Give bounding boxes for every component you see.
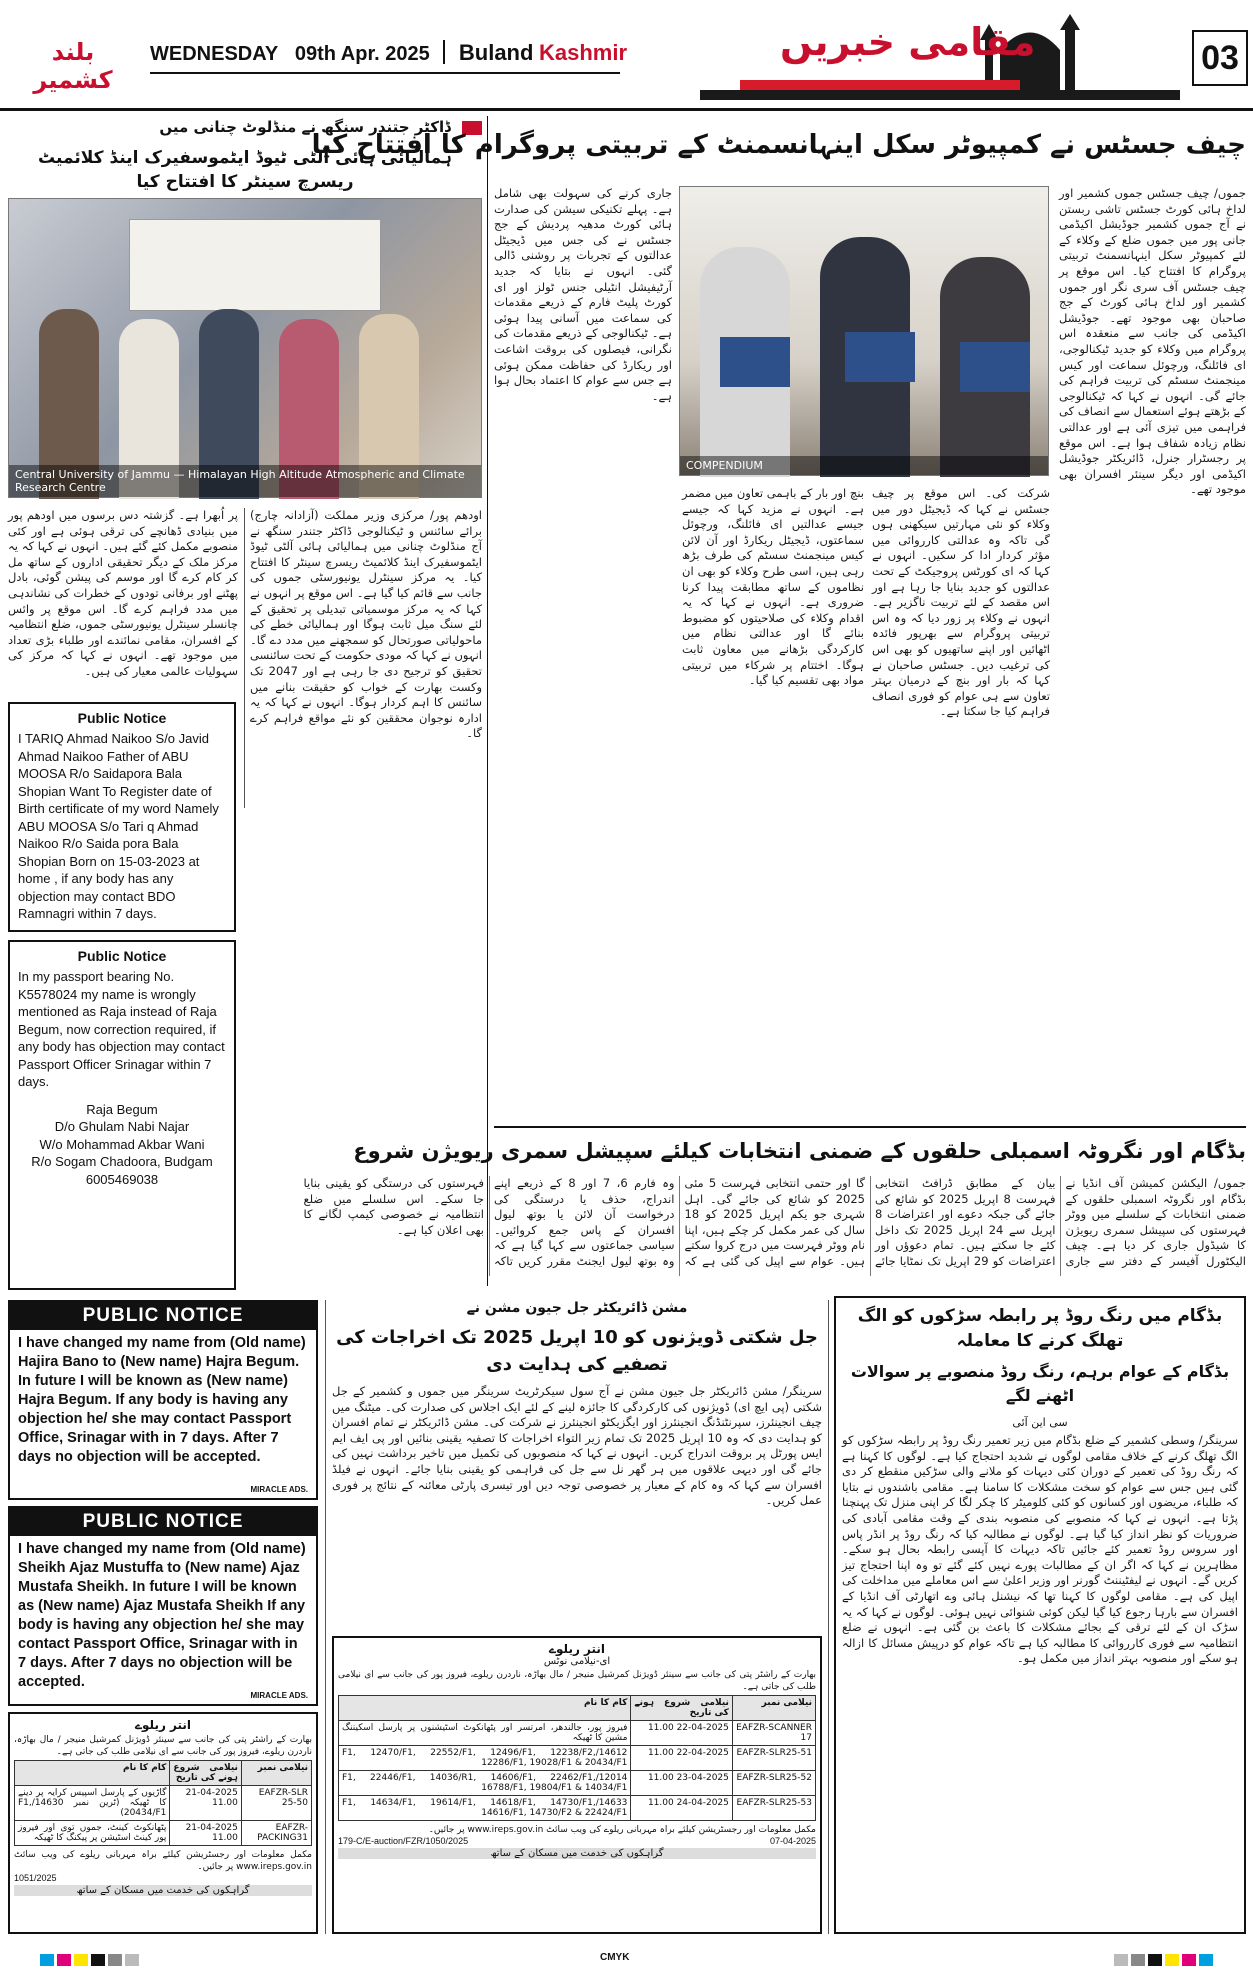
page-number-text: 03 <box>1201 39 1239 77</box>
notice-passport-signature: Raja Begum D/o Ghulam Nabi Najar W/o Mohammad Akbar Wani R/o Sogam Chadoora, Budgam 6005469038 <box>31 1101 213 1187</box>
side-story-tag-text: ڈاکٹر جتندر سنگھ نے منڈلوٹ چنانی میں <box>159 118 451 136</box>
ring-road-subhead: بڈگام کے عوام برہم، رنگ روڈ منصوبے پر سوالات اٹھنے لگے <box>850 1362 1230 1405</box>
public-notice-1-agency: MIRACLE ADS. <box>250 1485 308 1494</box>
notice-birth-body: I TARIQ Ahmad Naikoo S/o Javid Ahmad Naikoo Father of ABU MOOSA R/o Saidapora Bala Shopian Want To Register date of Birth certificate of my word Namely ABU MOOSA S/o Tari q Ahmad Naikoo R/o Saida pora Bala Shopian Born on 15-03-2023 at home , if any body has any objection may contact BDO Ramnagri within 7 days. <box>18 731 219 921</box>
table-header: نیلامی شروع ہونے کی تاریخ <box>170 1761 241 1786</box>
election-story <box>303 1132 1246 1282</box>
brand-logo-text: بلند کشمیر <box>33 38 113 94</box>
table-header: کام کا نام <box>15 1761 170 1786</box>
railway-center-subheading: ای-نیلامی نوٹس <box>543 1656 611 1667</box>
notice-birth-title: Public Notice <box>77 710 167 726</box>
table-header: نیلامی شروع ہونے کی تاریخ <box>631 1696 732 1721</box>
side-story-headline: ہمالیائی ہائی آلٹی ٹیوڈ ایٹموسفیرک اینڈ کلائمیٹ ریسرچ سینٹر کا افتتاح کیا <box>38 148 452 192</box>
ring-road-headline: بڈگام میں رنگ روڈ پر رابطہ سڑکوں کو الگ تھلگ کرنے کا معاملہ <box>857 1306 1223 1351</box>
side-story-photo-caption: Central University of Jammu — Himalayan High Altitude Atmospheric and Climate Research Centre <box>9 465 481 497</box>
table-row <box>339 1796 816 1821</box>
table-cell: 12014/F1, 22446/F1, 14036/R1, 14606/F1, 22462/F1, 16788/F1, 19804/F1 & 14034/F1 <box>339 1771 631 1796</box>
ring-road-text: سرینگر/ وسطی کشمیر کے ضلع بڈگام میں زیر تعمیر رنگ روڈ پر رابطہ سڑکوں کو الگ تھلگ کرنے کے خلاف مقامی لوگوں نے شدید احتجاج کیا ہے۔ لوگوں کا کہنا ہے کہ رنگ روڈ کی تعمیر کے دوران کئی دیہات کو ملانے والی سڑکیں منقطع کر دی گئی ہیں جس سے عوام کو سخت مشکلات کا سامنا ہے۔ مقامی باشندوں نے بتایا کہ طلباء، مریضوں اور کسانوں کو کئی کلومیٹر کا چکر لگا کر اپنی منزل تک پہنچنا پڑتا ہے۔ انہوں نے کہا کہ منصوبے کی منصوبہ بندی کے وقت مقامی آبادی کی ضروریات کو نظر انداز کیا گیا ہے۔ لوگوں نے مطالبہ کیا کہ رنگ روڈ پر انڈر پاس اور سروس روڈ تعمیر کئے جائیں تاکہ دیہات کا آپسی رابطہ بحال ہو سکے۔ مظاہرین نے کہا کہ اگر ان کے مطالبات پورے نہیں کئے گئے تو وہ اپنا احتجاج تیز کریں گے۔ انہوں نے لیفٹیننٹ گورنر اور وزیر اعلیٰ سے اس معاملے میں مداخلت کی اپیل کی ہے۔ مقامی لوگوں کا کہنا تھا کہ نیشنل ہائی وے اتھارٹی آف انڈیا کے افسران سے بارہا رجوع کیا گیا لیکن کوئی شنوائی نہیں ہوئی۔ لوگوں نے کہا کہ یہ سڑک ان کے لئے ترقی کے بجائے مشکلات کا باعث بن گئی ہے۔ انہوں نے ضلع انتظامیہ سے فوری کارروائی کا مطالبہ کیا ہے تاکہ عوام کو درپیش مسائل کا ازالہ ہو سکے اور منصوبہ بہتر انداز میں مکمل ہو۔ <box>842 1433 1238 1666</box>
page-number <box>1192 30 1248 86</box>
public-notice-1-body: I have changed my name from (Old name) Hajira Bano to (New name) Hajra Begum. In future I will be known as (New name) Hajra Begum. If any body is having any objection he/ she may contact Passport Office, Srinagar with in 7 days. After 7 days no objection will be accepted. <box>18 1335 306 1465</box>
paper-name-first: Buland <box>458 40 534 65</box>
table-cell: EAFZR-SCANNER 17 <box>732 1721 815 1746</box>
main-story-col-2: شرکت کی۔ اس موقع پر چیف جسٹس نے کہا کہ ڈیجیٹل دور میں وکلاء کو نئی مہارتیں سیکھنی ہوں گی تاکہ وہ عدالتی کارروائی میں مؤثر کردار ادا کر سکیں۔ انہوں نے کہا کہ ای کورٹس پروجیکٹ کے تحت عدالتوں کو جدید بنایا جا رہا ہے اور اس مقصد کے لئے تربیت ناگزیر ہے۔ انہوں نے وکلاء پر زور دیا کہ وہ اس تربیتی پروگرام سے بھرپور فائدہ اٹھائیں اور اپنے ساتھیوں کو بھی اس کی ترغیب دیں۔ جسٹس صاحبان نے کہا کہ بار اور بنچ کے درمیان بہتر تعاون سے ہی عوام کو فوری انصاف فراہم کیا جا سکتا ہے۔ <box>872 486 1050 719</box>
table-row <box>339 1746 816 1771</box>
notice-passport <box>8 940 236 1290</box>
notice-passport-body: In my passport bearing No. K5578024 my name is wrongly mentioned as Raja instead of Raja Begum, now correction required, if any body has objection may contact Passport Officer Srinagar within 7 days. <box>18 969 225 1089</box>
railway-center-slogan: گراہکوں کی خدمت میں مسکان کے ساتھ <box>338 1848 816 1859</box>
public-notice-1 <box>8 1300 318 1500</box>
table-cell: EAFZR-SLR25-53 <box>732 1796 815 1821</box>
side-story-divider <box>244 508 245 808</box>
railway-left-table <box>14 1760 312 1846</box>
railway-center-date: 07-04-2025 <box>769 1836 816 1846</box>
election-story-text: جموں/ الیکشن کمیشن آف انڈیا نے بڈگام اور نگروٹہ اسمبلی حلقوں کے ضمنی انتخابات کے سلسلے میں ووٹر فہرستوں کی سپیشل سمری ریویژن کا شیڈول جاری کر دیا ہے۔ چیف الیکٹورل آفیسر کے دفتر سے جاری بیان کے مطابق ڈرافٹ انتخابی فہرست 8 اپریل 2025 کو شائع کی جائے گی جبکہ دعوے اور اعتراضات 8 اپریل سے 24 اپریل 2025 تک داخل کئے جا سکتے ہیں۔ تمام دعوؤں اور اعتراضات کو 29 اپریل تک نمٹایا جائے گا اور حتمی انتخابی فہرست 5 مئی 2025 کو شائع کی جائے گی۔ اہل شہری جو یکم اپریل 2025 کو 18 سال کی عمر مکمل کر چکے ہیں، اپنا نام ووٹر فہرست میں درج کروا سکتے ہیں۔ عوام سے اپیل کی گئی ہے کہ وہ فارم 6، 7 اور 8 کے ذریعے اپنے اندراج، حذف یا درستگی کی درخواست آن لائن یا بوتھ لیول افسران کے پاس جمع کروائیں۔ سیاسی جماعتوں سے کہا گیا ہے کہ وہ بوتھ لیول ایجنٹ مقرر کریں تاکہ فہرستوں کی درستگی کو یقینی بنایا جا سکے۔ اس سلسلے میں ضلع انتظامیہ نے خصوصی کیمپ لگانے کا بھی اعلان کیا ہے۔ <box>303 1176 1246 1268</box>
mission-story <box>332 1300 822 1630</box>
table-cell: 21-04-2025 11.00 <box>170 1821 241 1846</box>
section-title: مقامی خبریں <box>780 20 1036 64</box>
notice-passport-title: Public Notice <box>77 948 167 964</box>
main-story-col-4: جاری کرنے کی سہولت بھی شامل ہے۔ پہلے تکنیکی سیشن کی صدارت ہائی کورٹ مدھیہ پردیش کے جج جسٹس نے کی جس میں ڈیجیٹل عدالتوں کے تجربات پر روشنی ڈالی گئی۔ انہوں نے بتایا کہ جدید آرٹیفیشل انٹیلی جنس ٹولز اور ای کورٹ پلیٹ فارم کے ذریعے مقدمات کی سماعت میں آسانی پیدا ہوئی ہے۔ ٹیکنالوجی کے ذریعے مقدمات کی نگرانی، فیصلوں کی بروقت اشاعت اور ریکارڈ کی حفاظت ممکن ہوئی ہے جس سے عوام کا اعتماد بحال ہوا ہے۔ <box>494 186 672 403</box>
table-header-row <box>15 1761 312 1786</box>
side-story-photo <box>8 198 482 498</box>
railway-notice-center <box>332 1636 822 1934</box>
public-notice-2-agency: MIRACLE ADS. <box>250 1691 308 1700</box>
railway-center-table <box>338 1695 816 1821</box>
color-bar-left <box>40 1954 139 1966</box>
public-notice-2 <box>8 1506 318 1706</box>
table-cell: گاڑیوں کے پارسل اسپیس کرایہ پر دینے کا ٹھیکہ (ٹرین نمبر 14630/F1, 20434/F1) <box>15 1786 170 1821</box>
table-cell: EAFZR-SLR 25-50 <box>241 1786 311 1821</box>
dateline <box>150 40 628 74</box>
mission-story-text: سرینگر/ مشن ڈائریکٹر جل جیون مشن نے آج سول سیکرٹریٹ سرینگر میں جموں و کشمیر کے جل شکتی (پی ایچ ای) ڈویژنوں کی کارکردگی کا جائزہ لینے کے لئے ایک اجلاس کی صدارت کی۔ میٹنگ میں چیف انجینئرز، سپرنٹنڈنگ انجینئرز اور ایگزیکٹو انجینئرز نے شرکت کی۔ مشن ڈائریکٹر نے تمام افسران کو ہدایت دی کہ وہ 10 اپریل 2025 تک تمام زیر التواء اخراجات کا تصفیہ یقینی بنائیں اور پی ایف ایم ایس پورٹل پر بروقت اندراج کریں۔ انہوں نے کہا کہ منصوبوں کی تکمیل میں تاخیر برداشت نہیں کی جائے گی اور دیہی علاقوں میں ہر گھر نل سے جل کی فراہمی کو یقینی بنایا جائے۔ انہوں نے فیلڈ افسران سے کہا کہ وہ کام کے معیار پر خصوصی توجہ دیں اور تیسری پارٹی معائنہ کے نتائج پر فوری عمل کریں۔ <box>332 1384 822 1508</box>
section-logo <box>700 10 1180 100</box>
main-story-col-1: جموں/ چیف جسٹس جموں کشمیر اور لداخ ہائی کورٹ جسٹس تاشی ربستن نے آج جموں کشمیر جوڈیشل اکیڈمی جانی پور میں جموں ضلع کے وکلاء کے لئے کمپیوٹر سکل اینہانسمنٹ تربیتی پروگرام کا افتتاح کیا۔ اس موقع پر چیف جسٹس آف سری نگر اور جموں کشمیر اور لداخ ہائی کورٹ کے جج صاحبان بھی موجود تھے۔ جوڈیشل اکیڈمی کی جانب سے منعقدہ اس پروگرام میں وکلاء کو جدید ٹیکنالوجی، ای فائلنگ، ورچوئل سماعت اور کیس مینجمنٹ سسٹم کی تربیت فراہم کی جائے گی۔ انہوں نے کہا کہ ٹیکنالوجی کے بڑھتے ہوئے استعمال سے انصاف کی فراہمی میں تیزی آئی ہے اور عدالتی نظام زیادہ شفاف ہوا ہے۔ اس موقع پر رجسٹرار جنرل، ڈائریکٹر جوڈیشل اکیڈمی اور دیگر سینئر افسران بھی موجود تھے۔ <box>1059 186 1246 497</box>
ring-road-story <box>834 1296 1246 1934</box>
notice-birth <box>8 702 236 932</box>
footer-strip <box>0 1946 1253 1974</box>
mission-story-headline: جل شکتی ڈویژنوں کو 10 اپریل 2025 تک اخراجات کی تصفیے کی ہدایت دی <box>336 1327 818 1375</box>
dateline-date: 09th Apr. 2025 <box>294 43 430 65</box>
railway-center-intro: بھارت کے راشٹر پتی کی جانب سے سینئر ڈویژنل کمرشیل منیجر / مال بھاڑہ، ناردرن ریلوے، فیروز پور کی جانب سے ای نیلامی طلب کی جاتی ہے۔ <box>338 1670 816 1692</box>
dateline-day: WEDNESDAY <box>150 43 279 65</box>
table-header: کام کا نام <box>339 1696 631 1721</box>
table-header: نیلامی نمبر <box>241 1761 311 1786</box>
railway-left-slogan: گراہکوں کی خدمت میں مسکان کے ساتھ <box>14 1885 312 1896</box>
masthead-rule <box>0 108 1253 111</box>
ring-road-byline: سی این آئی <box>1012 1416 1068 1429</box>
mission-story-kicker: مشن ڈائریکٹر جل جیون مشن نے <box>466 1300 688 1316</box>
side-story-col-left: پر اُبھرا ہے۔ گزشتہ دس برسوں میں اودھم پور میں بنیادی ڈھانچے کی ترقی ہوئی ہے اور کئی منصوبے مکمل کئے گئے ہیں۔ انہوں نے کہا کہ یہ مرکز ملک کے دیگر تحقیقی اداروں کے ساتھ مل کر کام کرے گا اور موسم کی پیشن گوئی، بادل پھٹنے اور برفانی تودوں کے خطرات کی نشاندہی میں مدد فراہم کرے گا۔ اس موقع پر وائس چانسلر سینٹرل یونیورسٹی جموں، ضلع انتظامیہ کے افسران، مقامی نمائندے اور طلباء بڑی تعداد میں موجود تھے۔ انہوں نے کہا کہ مرکز کی سہولیات عالمی معیار کی ہیں۔ <box>8 508 238 678</box>
election-top-rule <box>494 1126 1246 1128</box>
table-header-row <box>339 1696 816 1721</box>
footer-cmyk-mark: CMYK <box>600 1952 630 1963</box>
railway-center-footer: مکمل معلومات اور رجسٹریشن کیلئے براہ مہربانی ریلوے کی ویب سائٹ www.ireps.gov.in پر جائیں۔ <box>428 1825 816 1835</box>
public-notice-2-title: PUBLIC NOTICE <box>10 1508 316 1536</box>
masthead <box>0 0 1253 110</box>
railway-left-code: 1051/2025 <box>14 1873 57 1883</box>
main-story-photo <box>679 186 1049 476</box>
main-divider-left <box>487 116 488 1286</box>
main-story-photo-caption: COMPENDIUM <box>680 456 1048 475</box>
railway-center-code: 179-C/E-auction/FZR/1050/2025 <box>338 1836 469 1846</box>
main-story-headline: چیف جسٹس نے کمپیوٹر سکل اینہانسمنٹ کے تربیتی پروگرام کا افتتاح کیا <box>311 130 1246 160</box>
railway-left-heading: انتر ریلوے <box>134 1718 192 1732</box>
table-cell: 14612/F1, 12470/F1, 22552/F1, 12496/F1, 12238/F2, 12286/F1, 19028/F1 & 20434/F1 <box>339 1746 631 1771</box>
table-cell: EAFZR-PACKING31 <box>241 1821 311 1846</box>
railway-center-heading: انتر ریلوے <box>548 1642 606 1656</box>
table-cell: 24-04-2025 11.00 <box>631 1796 732 1821</box>
table-row <box>15 1821 312 1846</box>
table-cell: پٹھانکوٹ کینٹ، جموں توی اور فیروز پور کینٹ اسٹیشن پر پیکنگ کا ٹھیکہ <box>15 1821 170 1846</box>
table-row <box>339 1721 816 1746</box>
table-row <box>339 1771 816 1796</box>
main-story-col-3: بنچ اور بار کے باہمی تعاون میں مضمر ہے۔ انہوں نے مزید کہا کہ جیسے جیسے عدالتیں ای فائلنگ، ورچوئل سماعتوں، ڈیجیٹل ریکارڈ اور آن لائن کیس مینجمنٹ سسٹم کی طرف بڑھ رہی ہیں، اسی طرح وکلاء کو بھی ان نظاموں کے ساتھ مطابقت پیدا کرنا ضروری ہے۔ انہوں نے کہا کہ یہ اقدام وکلاء کی صلاحیتوں کو مضبوط بنائے گا اور عدالتی نظام میں کارکردگی بڑھانے میں معاون ثابت ہوگا۔ اختتام پر شرکاء میں تربیتی مواد بھی تقسیم کیا گیا۔ <box>682 486 864 688</box>
public-notice-1-title: PUBLIC NOTICE <box>10 1302 316 1330</box>
table-cell: 22-04-2025 11.00 <box>631 1746 732 1771</box>
table-cell: 21-04-2025 11.00 <box>170 1786 241 1821</box>
brand-logo <box>8 30 138 94</box>
railway-left-intro: بھارت کے راشٹر پتی کی جانب سے سینئر ڈویژنل کمرشیل منیجر / مال بھاڑہ، ناردرن ریلوے، فیروز پور کی جانب سے ای نیلامی طلب کی جاتی ہے۔ <box>14 1735 312 1757</box>
table-cell: 14633/F1, 14634/F1, 19614/F1, 14618/F1, 14730/F1, 14616/F1, 14730/F2 & 22424/F1 <box>339 1796 631 1821</box>
railway-notice-left <box>8 1712 318 1934</box>
election-story-headline: بڈگام اور نگروٹہ اسمبلی حلقوں کے ضمنی انتخابات کیلئے سپیشل سمری ریویژن شروع <box>353 1139 1246 1163</box>
bottom-divider-left <box>325 1300 326 1934</box>
table-row <box>15 1786 312 1821</box>
paper-name-second: Kashmir <box>539 40 628 65</box>
public-notice-2-body: I have changed my name from (Old name) Sheikh Ajaz Mustuffa to (New name) Ajaz Mustafa Sheikh. In future I will be known as (New name) Ajaz Mustafa Sheikh If any body is having any objection he/ she may contact Passport Office, Srinagar with in 7 days. After 7 days no objection will be accepted. <box>18 1541 306 1690</box>
table-cell: 23-04-2025 11.00 <box>631 1771 732 1796</box>
color-bar-right <box>1114 1954 1213 1966</box>
bottom-divider-right <box>828 1300 829 1934</box>
table-cell: EAFZR-SLR25-52 <box>732 1771 815 1796</box>
table-cell: EAFZR-SLR25-51 <box>732 1746 815 1771</box>
dateline-rule <box>150 72 620 74</box>
table-cell: 22-04-2025 11.00 <box>631 1721 732 1746</box>
railway-left-footer: مکمل معلومات اور رجسٹریشن کیلئے براہ مہربانی ریلوے کی ویب سائٹ www.ireps.gov.in پر جائیں۔ <box>14 1850 312 1872</box>
side-story-col-right: اودھم پور/ مرکزی وزیر مملکت (آزادانہ چارج) برائے سائنس و ٹیکنالوجی ڈاکٹر جتندر سنگھ نے آج منڈلوٹ چنانی میں ہمالیائی ہائی آلٹی ٹیوڈ ایٹموسفیرک اینڈ کلائمیٹ ریسرچ سینٹر کا افتتاح کیا۔ یہ مرکز سینٹرل یونیورسٹی جموں کی جانب سے قائم کیا گیا ہے۔ اس موقع پر انہوں نے کہا کہ یہ مرکز موسمیاتی تبدیلی پر تحقیق کے لئے سنگ میل ثابت ہوگا اور ہمالیائی خطے کی ماحولیاتی صورتحال کو سمجھنے میں مدد دے گا۔ انہوں نے کہا کہ مودی حکومت کے تحت سائنسی تحقیق کو ترجیح دی جا رہی ہے اور 2047 تک وکست بھارت کے خواب کو حقیقت بنانے میں سائنس کا اہم کردار ہوگا۔ انہوں نے کہا کہ یہ ادارہ نوجوان محققین کو نئے مواقع فراہم کرے گا۔ <box>250 508 482 741</box>
table-cell: فیروز پور، جالندھر، امرتسر اور پٹھانکوٹ اسٹیشنوں پر پارسل اسکیننگ مشین کا ٹھیکہ <box>339 1721 631 1746</box>
table-header: نیلامی نمبر <box>732 1696 815 1721</box>
